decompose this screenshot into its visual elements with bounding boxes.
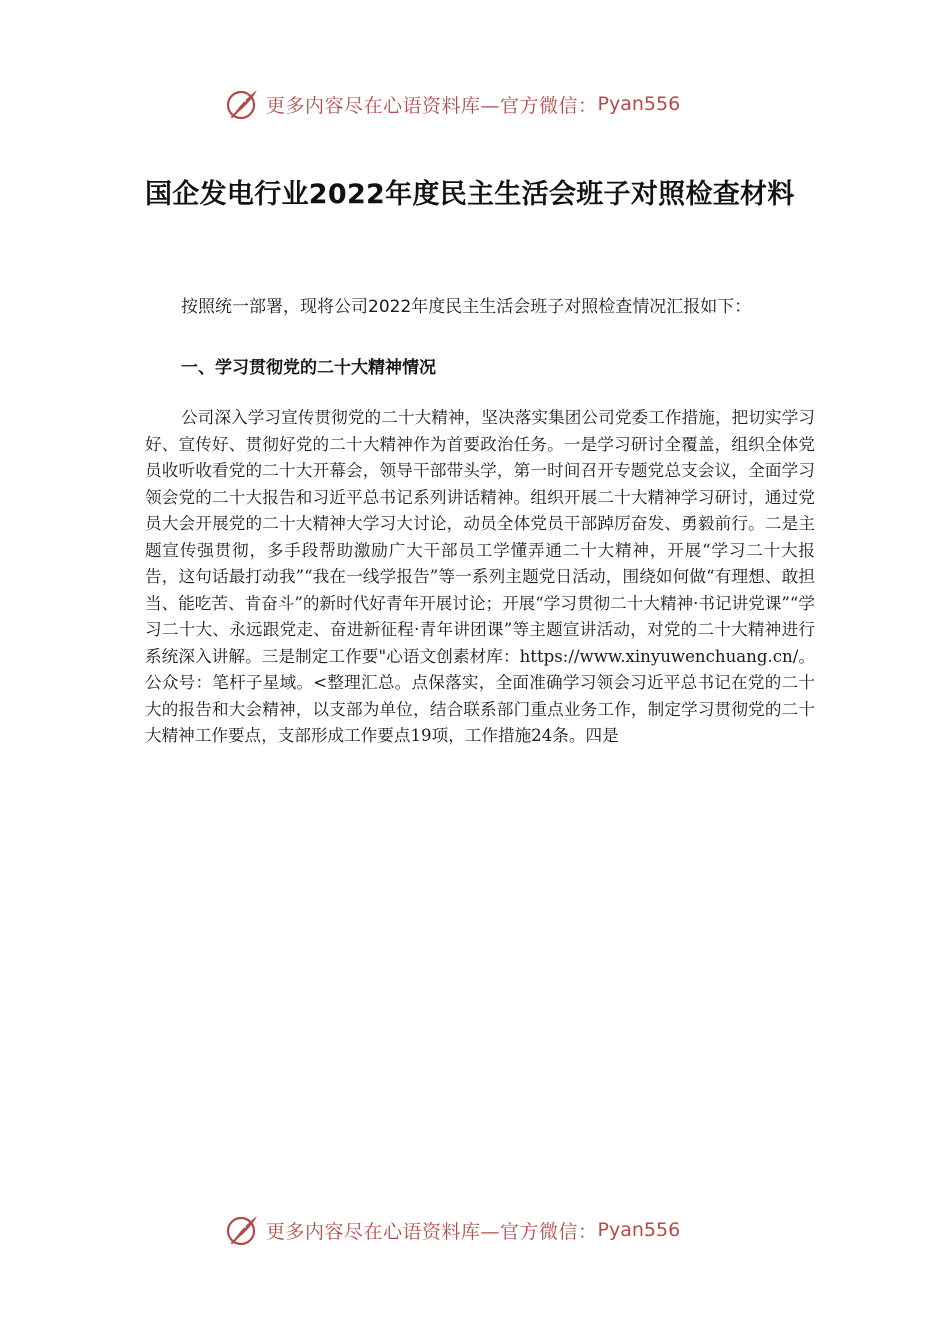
watermark-text: 更多内容尽在心语资料库—官方微信： — [266, 1220, 598, 1243]
section-heading: 一、学习贯彻党的二十大精神情况 — [181, 358, 436, 378]
watermark-text: 更多内容尽在心语资料库—官方微信： — [266, 94, 598, 117]
watermark-wechat-id: Pyan556 — [597, 93, 681, 115]
quill-pen-logo-icon — [226, 87, 260, 121]
watermark-banner-bottom — [226, 1210, 680, 1250]
watermark-wechat-id: Pyan556 — [597, 1219, 681, 1241]
intro-paragraph: 按照统一部署，现将公司2022年度民主生活会班子对照检查情况汇报如下： — [181, 297, 752, 317]
watermark-banner-top — [226, 84, 680, 124]
document-title: 国企发电行业2022年度民主生活会班子对照检查材料 — [145, 179, 795, 210]
body-paragraph: 公司深入学习宣传贯彻党的二十大精神，坚决落实集团公司党委工作措施，把切实学习好、宣传好、贯彻好党的二十大精神作为首要政治任务。一是学习研讨全覆盖，组织全体党员收听收看党的二十大开幕会，领导干部带头学，第一时间召开专题党总支会议，全面学习领会党的二十大报告和习近平总书记系列讲话精神。组织开展二十大精神学习研讨，通过党员大会开展党的二十大精神大学习大讨论，动员全体党员干部踔厉奋发、勇毅前行。二是主题宣传强贯彻，多手段帮助激励广大干部员工学懂弄通二十大精神，开展“学习二十大报告，这句话最打动我”“我在一线学报告”等一系列主题党日活动，围绕如何做“有理想、敢担当、能吃苦、肯奋斗”的新时代好青年开展讨论；开展“学习贯彻二十大精神·书记讲党课”“学习二十大、永远跟党走、奋进新征程·青年讲团课”等主题宣讲活动，对党的二十大精神进行系统深入讲解。三是制定工作要"心语文创素材库：https://www.xinyuwenchuang.cn/。公众号：笔杆子星域。<整理汇总。点保落实，全面准确学习领会习近平总书记在党的二十大的报告和大会精神，以支部为单位，结合联系部门重点业务工作，制定学习贯彻党的二十大精神工作要点，支部形成工作要点19项，工作措施24条。四是 — [145, 408, 815, 745]
quill-pen-logo-icon — [226, 1213, 260, 1247]
